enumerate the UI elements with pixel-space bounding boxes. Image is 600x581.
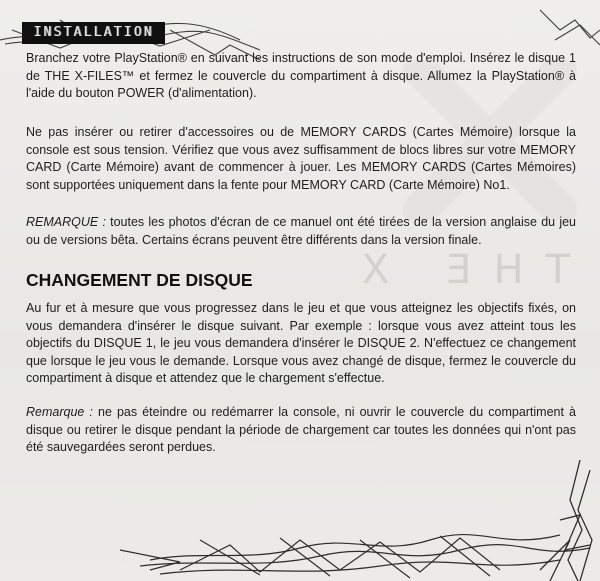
disc-note-text: ne pas éteindre ou redémarrer la console, ni ouvrir le couvercle du compartiment à disque ou retirer le disque pendant la période de chargement car toutes les données qui n'ont pas été sauvegardées seront perdues.	[26, 405, 577, 454]
note-text: toutes les photos d'écran de ce manuel ont été tirées de la version anglaise du jeu ou de versions bêta. Certains écrans peuvent être différents dans la version finale.	[26, 215, 576, 247]
xfiles-watermark: THE X	[340, 247, 570, 293]
ink-scribble-right	[520, 460, 600, 581]
disc-change-title: CHANGEMENT DE DISQUE	[26, 270, 253, 290]
disc-change-note	[26, 404, 576, 457]
installation-heading-text: INSTALLATION	[33, 25, 154, 40]
ink-scribble-bottom	[0, 500, 600, 581]
installation-heading	[22, 22, 165, 44]
disc-note-label: Remarque :	[26, 405, 93, 419]
disc-change-paragraph: Au fur et à mesure que vous progressez dans le jeu et que vous atteignez les objectifs fixés, on vous demandera d'insérer le disque suivant. Par exemple : lorsque vous avez atteint tous les objectifs du DISQUE 1, le jeu vous demandera d'insérer le DISQUE 2. N'effectuez ce changement que lorsque le jeu vous le demande. Lorsque vous avez changé de disque, fermez le couvercle du compartiment à disque et attendez que le chargement s'effectue.	[26, 301, 576, 385]
note-label: REMARQUE :	[26, 215, 106, 229]
installation-paragraph-1: Branchez votre PlayStation® en suivant les instructions de son mode d'emploi. Insérez le disque 1 de THE X-FILES™ et fermez le couvercle du compartiment à disque. Allumez la PlayStation® à l'aide du bouton POWER (d'alimentation).	[26, 51, 576, 100]
installation-note	[26, 214, 576, 249]
installation-paragraph-2: Ne pas insérer ou retirer d'accessoires ou de MEMORY CARDS (Cartes Mémoire) lorsque la console est sous tension. Vérifiez que vous avez suffisamment de blocs libres sur votre MEMORY CARD (Carte Mémoire) avant de commencer à jouer. Les MEMORY CARDS (Cartes Mémoires) sont supportées uniquement dans la fente pour MEMORY CARD (Carte Mémoire) No1.	[26, 125, 576, 192]
